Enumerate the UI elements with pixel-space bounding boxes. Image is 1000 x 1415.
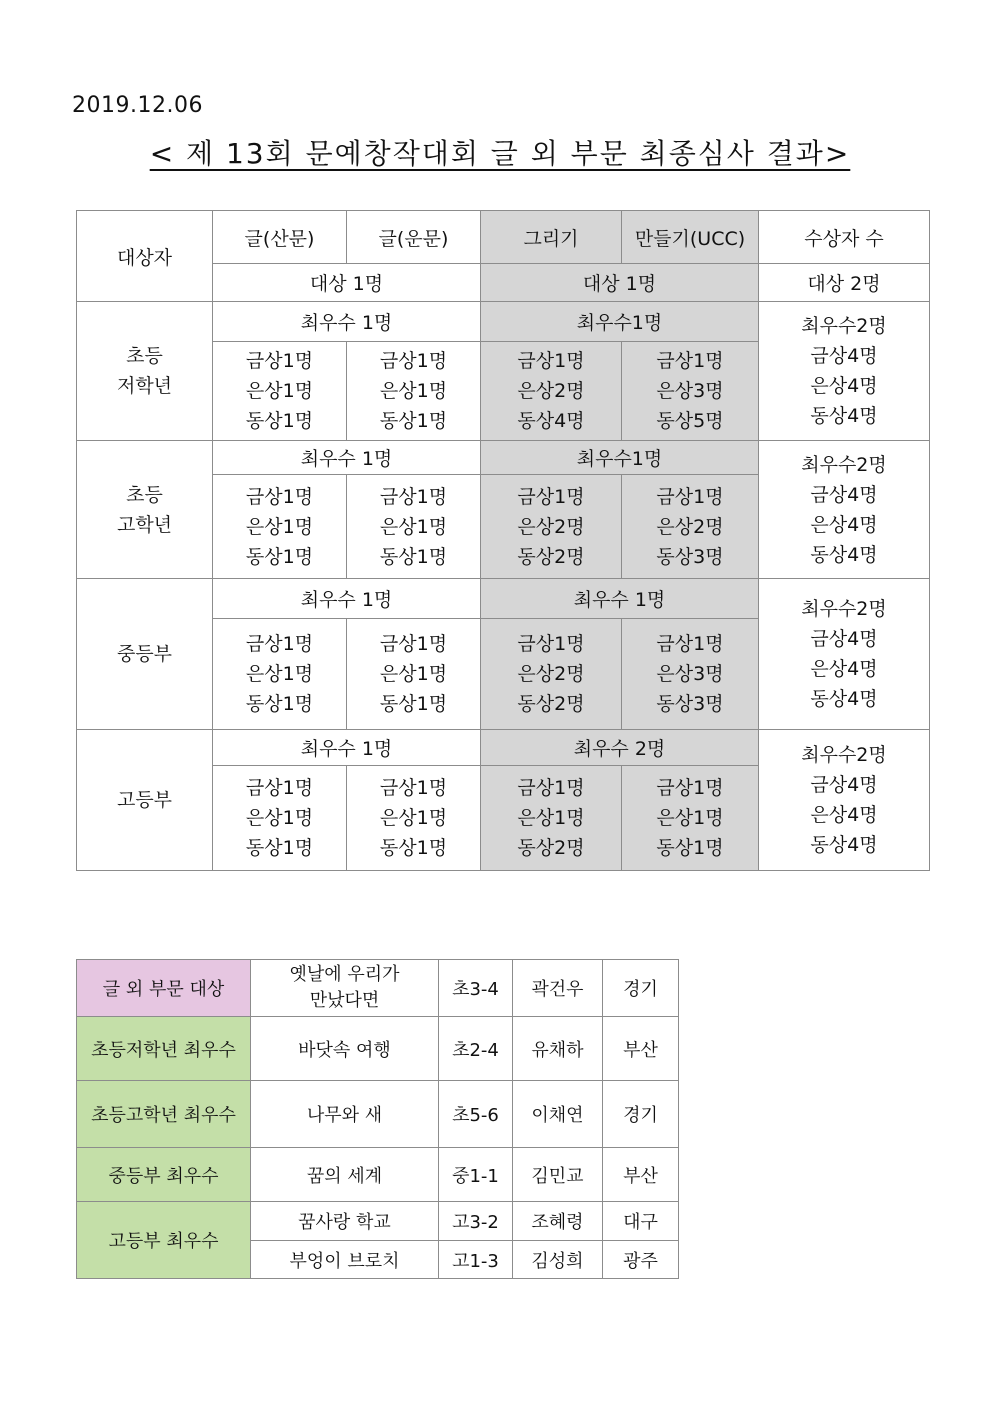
prose-awards: 금상1명 은상1명 동상1명 bbox=[213, 342, 347, 441]
drawing-awards: 금상1명 은상2명 동상4명 bbox=[481, 342, 622, 441]
prose-awards: 금상1명 은상1명 동상1명 bbox=[213, 475, 347, 579]
summary-table bbox=[76, 210, 930, 871]
work-title: 옛날에 우리가 만났다면 bbox=[251, 960, 439, 1017]
table-row bbox=[77, 1017, 679, 1081]
work-title: 꿈사랑 학교 bbox=[251, 1202, 439, 1241]
ucc-awards: 금상1명 은상1명 동상1명 bbox=[622, 766, 759, 871]
award-category: 글 외 부문 대상 bbox=[77, 960, 251, 1017]
award-category: 중등부 최우수 bbox=[77, 1148, 251, 1202]
group-name: 초등 고학년 bbox=[77, 441, 213, 579]
group-name: 중등부 bbox=[77, 579, 213, 730]
region: 경기 bbox=[603, 1081, 679, 1148]
verse-awards: 금상1명 은상1명 동상1명 bbox=[347, 766, 481, 871]
verse-awards: 금상1명 은상1명 동상1명 bbox=[347, 475, 481, 579]
writing-top-prize: 최우수 1명 bbox=[213, 579, 481, 619]
winner-name: 조혜령 bbox=[513, 1202, 603, 1241]
grade-class: 초5-6 bbox=[439, 1081, 513, 1148]
region: 부산 bbox=[603, 1148, 679, 1202]
header-prose: 글(산문) bbox=[213, 211, 347, 264]
grade-class: 초3-4 bbox=[439, 960, 513, 1017]
grade-class: 고3-2 bbox=[439, 1202, 513, 1241]
group-name: 초등 저학년 bbox=[77, 302, 213, 441]
drawing-awards: 금상1명 은상2명 동상2명 bbox=[481, 619, 622, 730]
grade-class: 고1-3 bbox=[439, 1241, 513, 1279]
ucc-awards: 금상1명 은상2명 동상3명 bbox=[622, 475, 759, 579]
winner-name: 김민교 bbox=[513, 1148, 603, 1202]
verse-awards: 금상1명 은상1명 동상1명 bbox=[347, 342, 481, 441]
writing-top-prize: 최우수 1명 bbox=[213, 441, 481, 475]
winners-table bbox=[76, 959, 679, 1279]
table-row bbox=[77, 1148, 679, 1202]
award-category: 고등부 최우수 bbox=[77, 1202, 251, 1279]
region: 부산 bbox=[603, 1017, 679, 1081]
group-name: 고등부 bbox=[77, 730, 213, 871]
region: 경기 bbox=[603, 960, 679, 1017]
table-row bbox=[77, 1202, 679, 1241]
grand-prize-total: 대상 2명 bbox=[759, 264, 930, 302]
prose-awards: 금상1명 은상1명 동상1명 bbox=[213, 766, 347, 871]
prose-awards: 금상1명 은상1명 동상1명 bbox=[213, 619, 347, 730]
drawing-awards: 금상1명 은상1명 동상2명 bbox=[481, 766, 622, 871]
table-row bbox=[77, 1081, 679, 1148]
art-top-prize: 최우수1명 bbox=[481, 441, 759, 475]
table-row bbox=[77, 960, 679, 1017]
art-top-prize: 최우수 2명 bbox=[481, 730, 759, 766]
region: 광주 bbox=[603, 1241, 679, 1279]
grand-prize-art: 대상 1명 bbox=[481, 264, 759, 302]
verse-awards: 금상1명 은상1명 동상1명 bbox=[347, 619, 481, 730]
header-ucc: 만들기(UCC) bbox=[622, 211, 759, 264]
document-title: < 제 13회 문예창작대회 글 외 부문 최종심사 결과> bbox=[149, 137, 851, 170]
winner-name: 곽건우 bbox=[513, 960, 603, 1017]
header-verse: 글(운문) bbox=[347, 211, 481, 264]
art-top-prize: 최우수 1명 bbox=[481, 579, 759, 619]
writing-top-prize: 최우수 1명 bbox=[213, 302, 481, 342]
winner-name: 이채연 bbox=[513, 1081, 603, 1148]
total-awards: 최우수2명 금상4명 은상4명 동상4명 bbox=[759, 441, 930, 579]
work-title: 바닷속 여행 bbox=[251, 1017, 439, 1081]
grade-class: 초2-4 bbox=[439, 1017, 513, 1081]
header-drawing: 그리기 bbox=[481, 211, 622, 264]
total-awards: 최우수2명 금상4명 은상4명 동상4명 bbox=[759, 730, 930, 871]
work-title: 나무와 새 bbox=[251, 1081, 439, 1148]
document-date: 2019.12.06 bbox=[72, 93, 203, 118]
ucc-awards: 금상1명 은상3명 동상3명 bbox=[622, 619, 759, 730]
writing-top-prize: 최우수 1명 bbox=[213, 730, 481, 766]
header-total: 수상자 수 bbox=[759, 211, 930, 264]
work-title: 부엉이 브로치 bbox=[251, 1241, 439, 1279]
total-awards: 최우수2명 금상4명 은상4명 동상4명 bbox=[759, 302, 930, 441]
grand-prize-writing: 대상 1명 bbox=[213, 264, 481, 302]
award-category: 초등저학년 최우수 bbox=[77, 1017, 251, 1081]
winner-name: 김성희 bbox=[513, 1241, 603, 1279]
art-top-prize: 최우수1명 bbox=[481, 302, 759, 342]
drawing-awards: 금상1명 은상2명 동상2명 bbox=[481, 475, 622, 579]
region: 대구 bbox=[603, 1202, 679, 1241]
total-awards: 최우수2명 금상4명 은상4명 동상4명 bbox=[759, 579, 930, 730]
award-category: 초등고학년 최우수 bbox=[77, 1081, 251, 1148]
winner-name: 유채하 bbox=[513, 1017, 603, 1081]
ucc-awards: 금상1명 은상3명 동상5명 bbox=[622, 342, 759, 441]
work-title: 꿈의 세계 bbox=[251, 1148, 439, 1202]
grade-class: 중1-1 bbox=[439, 1148, 513, 1202]
header-target: 대상자 bbox=[77, 211, 213, 302]
